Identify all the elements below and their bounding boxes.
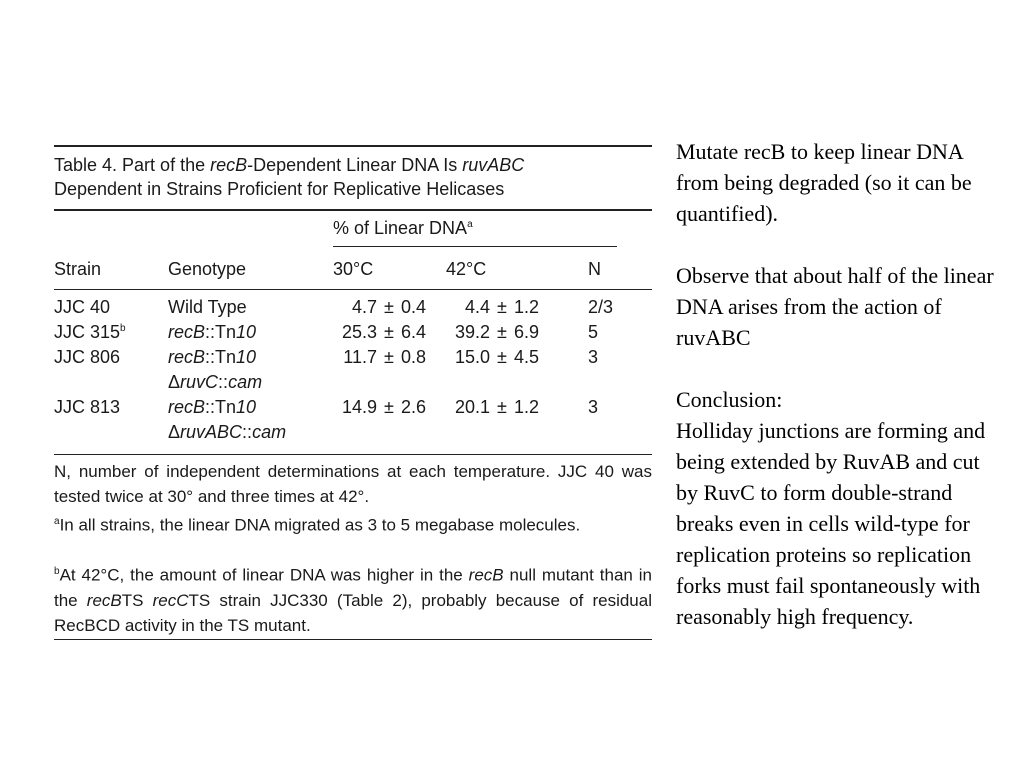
footnote-b bbox=[54, 559, 652, 638]
table-caption bbox=[54, 153, 652, 201]
header-42c: 42°C bbox=[446, 259, 487, 279]
bottom-rule bbox=[54, 639, 652, 640]
error-42c: 1.2 bbox=[514, 297, 540, 317]
genotype-sep-2: :: bbox=[242, 422, 253, 442]
value-30c: 11.7 bbox=[343, 347, 377, 367]
value-30c: 25.3 bbox=[341, 322, 377, 342]
cell-n: 3 bbox=[588, 397, 599, 417]
genotype-sep: ::Tn bbox=[205, 397, 237, 417]
slide-notes bbox=[676, 136, 996, 632]
header-30c: 30°C bbox=[333, 259, 374, 279]
value-42c: 4.4 bbox=[464, 297, 490, 317]
footnote-b-text-1: At 42°C, the amount of linear DNA was higher in the bbox=[59, 565, 469, 585]
note-paragraph-2: Observe that about half of the linear DNA arises from the action of ruvABC bbox=[676, 263, 994, 350]
cell-n: 3 bbox=[588, 347, 599, 367]
value-30c: 4.7 bbox=[351, 297, 377, 317]
value-42c: 20.1 bbox=[454, 397, 490, 417]
column-group-mark: a bbox=[467, 219, 473, 230]
error-30c: 6.4 bbox=[401, 322, 427, 342]
value-42c: 39.2 bbox=[454, 322, 490, 342]
plus-minus: ± bbox=[384, 397, 394, 417]
note-conclusion-title: Conclusion: bbox=[676, 387, 783, 412]
cell-genotype-2 bbox=[168, 422, 286, 443]
footnote-a-mark: a bbox=[54, 516, 60, 527]
genotype-sep-2: :: bbox=[218, 372, 229, 392]
strain-name: JJC 813 bbox=[54, 397, 121, 417]
cell-30c bbox=[333, 322, 433, 343]
footnote-a bbox=[54, 509, 652, 538]
cell-genotype bbox=[168, 322, 256, 343]
header-rule bbox=[54, 289, 652, 290]
cell-30c bbox=[333, 347, 433, 368]
caption-gene: recB bbox=[210, 155, 248, 175]
caption-ruv: ruvABC bbox=[462, 155, 525, 175]
caption-text-2: -Dependent Linear DNA Is bbox=[247, 155, 463, 175]
error-30c: 0.8 bbox=[401, 347, 427, 367]
cell-n: 2/3 bbox=[588, 297, 614, 317]
cell-genotype bbox=[168, 397, 256, 418]
spacer bbox=[676, 229, 996, 260]
error-30c: 2.6 bbox=[401, 397, 427, 417]
note-paragraph-1: Mutate recB to keep linear DNA from being degraded (so it can be quantified). bbox=[676, 139, 972, 226]
caption-text: Table 4. Part of the bbox=[54, 155, 211, 175]
genotype-sep: ::Tn bbox=[205, 347, 237, 367]
value-42c: 15.0 bbox=[454, 347, 490, 367]
value-30c: 14.9 bbox=[341, 397, 377, 417]
plus-minus: ± bbox=[384, 322, 394, 342]
plus-minus: ± bbox=[497, 322, 507, 342]
genotype-marker: cam bbox=[228, 372, 263, 392]
genotype-gene: recB bbox=[168, 322, 206, 342]
error-42c: 4.5 bbox=[514, 347, 540, 367]
plus-minus: ± bbox=[497, 397, 507, 417]
body-rule bbox=[54, 454, 652, 455]
column-group-rule bbox=[333, 246, 617, 247]
footnote-b-gene-3: recC bbox=[152, 590, 189, 610]
header-strain: Strain bbox=[54, 259, 102, 279]
genotype-gene-2: ruvC bbox=[180, 372, 219, 392]
footnote-b-text-2: null mutant than in the bbox=[54, 565, 652, 610]
plus-minus: ± bbox=[497, 347, 507, 367]
genotype-gene: recB bbox=[168, 347, 206, 367]
delta-symbol: Δ bbox=[168, 372, 181, 392]
column-group-label bbox=[333, 218, 473, 239]
genotype-allele: 10 bbox=[236, 347, 257, 367]
genotype-text: Wild Type bbox=[168, 297, 247, 317]
note-conclusion: Holliday junctions are forming and being extended by RuvAB and cut by RuvC to form double-strand breaks even in cells wild-type for replication proteins so replication forks must fail spontaneously with reasonably high frequency. bbox=[676, 418, 986, 629]
plus-minus: ± bbox=[497, 297, 507, 317]
cell-42c bbox=[446, 322, 558, 343]
cell-strain bbox=[54, 297, 110, 318]
cell-42c bbox=[446, 297, 558, 318]
footnote-b-mark: b bbox=[54, 566, 60, 577]
spacer bbox=[676, 353, 996, 384]
strain-name: JJC 315 bbox=[54, 322, 121, 342]
plus-minus: ± bbox=[384, 297, 394, 317]
genotype-marker: cam bbox=[252, 422, 287, 442]
genotype-gene: recB bbox=[168, 397, 206, 417]
cell-strain bbox=[54, 397, 120, 418]
cell-n: 5 bbox=[588, 322, 599, 342]
cell-30c bbox=[333, 397, 433, 418]
genotype-allele: 10 bbox=[236, 397, 257, 417]
plus-minus: ± bbox=[384, 347, 394, 367]
cell-strain bbox=[54, 322, 126, 343]
caption-rule bbox=[54, 209, 652, 211]
cell-genotype-2 bbox=[168, 372, 262, 393]
cell-42c bbox=[446, 347, 558, 368]
cell-30c bbox=[333, 297, 433, 318]
genotype-gene-2: ruvABC bbox=[180, 422, 243, 442]
cell-strain bbox=[54, 347, 120, 368]
cell-genotype bbox=[168, 297, 247, 318]
footnote-b-gene: recB bbox=[468, 565, 504, 585]
footnote-b-text-4: TS strain JJC330 (Table 2), probably because of residual RecBCD activity in the TS mutant. bbox=[54, 590, 652, 635]
strain-name: JJC 40 bbox=[54, 297, 111, 317]
delta-symbol: Δ bbox=[168, 422, 181, 442]
column-group-text: % of Linear DNA bbox=[333, 218, 468, 238]
footnote-b-text-3: TS bbox=[121, 590, 153, 610]
top-rule bbox=[54, 145, 652, 147]
genotype-sep: ::Tn bbox=[205, 322, 237, 342]
error-30c: 0.4 bbox=[401, 297, 427, 317]
footnote-n: N, number of independent determinations at each temperature. JJC 40 was tested twice at 30° and three times at 42°. bbox=[54, 462, 652, 506]
cell-genotype bbox=[168, 347, 256, 368]
error-42c: 6.9 bbox=[514, 322, 540, 342]
strain-footnote-mark: b bbox=[120, 323, 126, 334]
cell-42c bbox=[446, 397, 558, 418]
strain-name: JJC 806 bbox=[54, 347, 121, 367]
header-genotype: Genotype bbox=[168, 259, 247, 279]
header-n: N bbox=[588, 259, 601, 279]
error-42c: 1.2 bbox=[514, 397, 540, 417]
footnote-a-text: In all strains, the linear DNA migrated as 3 to 5 megabase molecules. bbox=[59, 515, 581, 535]
genotype-allele: 10 bbox=[236, 322, 257, 342]
footnote-b-gene-2: recB bbox=[86, 590, 122, 610]
caption-line-2: Dependent in Strains Proficient for Replicative Helicases bbox=[54, 179, 505, 199]
